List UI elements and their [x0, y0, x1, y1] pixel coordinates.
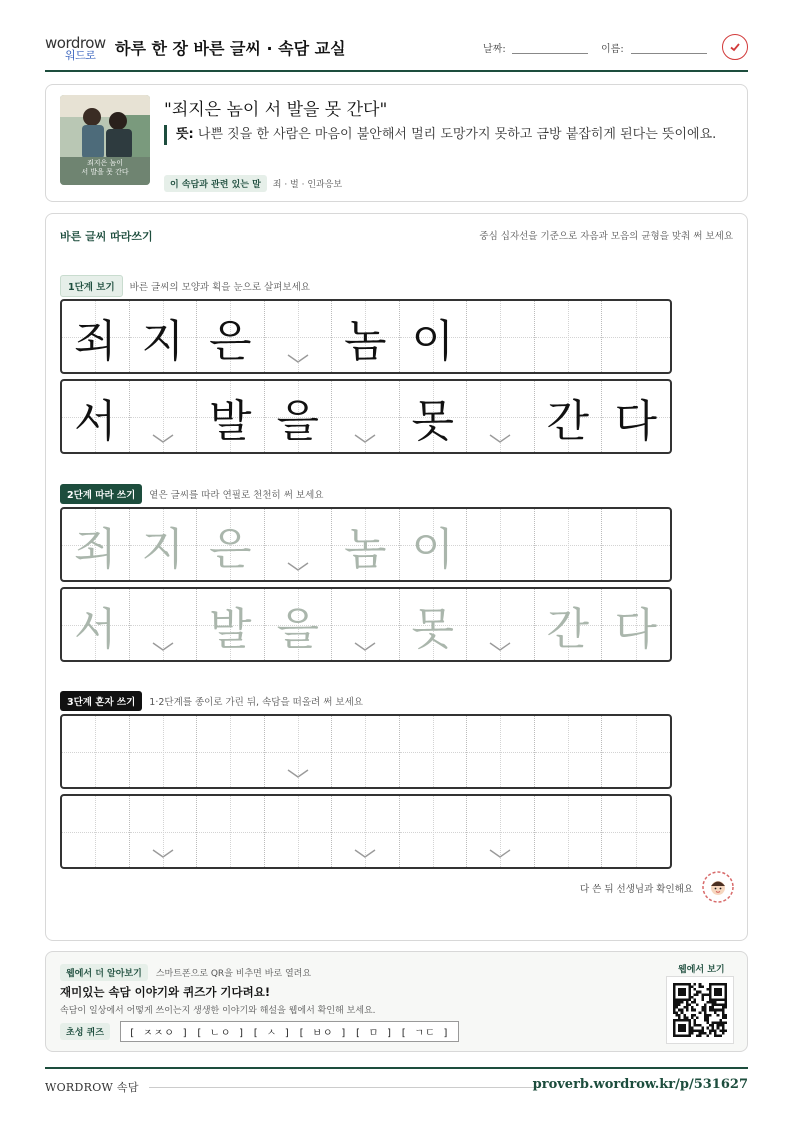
grid-cell[interactable] [467, 509, 535, 580]
page-footer [45, 1067, 748, 1107]
grid-cell[interactable] [332, 796, 400, 867]
check-stamp-icon [722, 34, 748, 60]
grid-char: 죄 [73, 523, 117, 575]
step2-badge: 2단계 따라 쓰기 [60, 484, 142, 504]
grid-cell[interactable] [400, 589, 468, 660]
grid-char: 죄 [73, 315, 117, 367]
meaning-label: 뜻: [176, 127, 194, 142]
step3-header [60, 691, 363, 711]
grid-cell [400, 301, 468, 372]
grid-cell[interactable] [400, 509, 468, 580]
done-note: 다 쓴 뒤 선생님과 확인해요 [579, 884, 693, 895]
grid-cell[interactable] [130, 509, 198, 580]
grid-cell[interactable] [467, 589, 535, 660]
space-mark-icon [287, 354, 309, 364]
space-mark-icon [489, 434, 511, 444]
step1-header [60, 275, 310, 297]
grid-cell [332, 381, 400, 452]
quiz-row [60, 1021, 459, 1042]
grid-cell[interactable] [400, 796, 468, 867]
grid-cell [602, 301, 670, 372]
wordrow-logo [45, 34, 106, 62]
grid-cell[interactable] [265, 716, 333, 787]
web-badge-desc: 스마트폰으로 QR을 비추면 바로 열려요 [155, 969, 312, 979]
step2-desc: 옅은 글씨를 따라 연필로 천천히 써 보세요 [149, 490, 324, 501]
grid-cell [467, 381, 535, 452]
grid-cell[interactable] [602, 589, 670, 660]
grid-cell[interactable] [535, 589, 603, 660]
grid-char: 못 [411, 395, 454, 447]
step2-header [60, 484, 323, 504]
grid-cell[interactable] [265, 796, 333, 867]
space-mark-icon [287, 769, 309, 779]
footer-divider [149, 1087, 539, 1088]
grid-cell[interactable] [62, 509, 130, 580]
grid-cell[interactable] [332, 716, 400, 787]
step2-row-1[interactable] [60, 507, 672, 582]
quiz-label: 초성 퀴즈 [60, 1023, 110, 1040]
grid-cell [265, 301, 333, 372]
name-label: 이름: [601, 44, 624, 55]
grid-char: 은 [208, 523, 252, 575]
grid-char: 놈 [343, 315, 387, 367]
footer-brand: WORDROW 속담 [45, 1081, 139, 1094]
space-mark-icon [152, 642, 174, 652]
grid-cell [130, 381, 198, 452]
step1-badge: 1단계 보기 [60, 275, 123, 297]
web-line [60, 964, 311, 981]
grid-cell [265, 381, 333, 452]
grid-cell[interactable] [197, 716, 265, 787]
qr-label: 웹에서 보기 [678, 965, 725, 975]
grid-cell[interactable] [467, 716, 535, 787]
grid-char: 발 [208, 395, 252, 447]
step3-desc: 1·2단계를 종이로 가린 뒤, 속담을 떠올려 써 보세요 [149, 697, 363, 708]
grid-char: 발 [208, 603, 252, 655]
grid-cell [535, 381, 603, 452]
grid-char: 이 [411, 315, 454, 367]
grid-cell [602, 381, 670, 452]
grid-char: 을 [276, 603, 319, 655]
grid-cell[interactable] [400, 716, 468, 787]
related-words: 죄 · 벌 · 인과응보 [272, 180, 343, 190]
date-label: 날짜: [483, 44, 506, 55]
practice-section [45, 213, 748, 941]
step1-row-2 [60, 379, 672, 454]
grid-char: 지 [141, 523, 184, 575]
page-title: 하루 한 장 바른 글씨 · 속담 교실 [115, 39, 346, 58]
proverb-card [45, 84, 748, 202]
grid-char: 을 [276, 395, 319, 447]
grid-cell [62, 301, 130, 372]
logo-kr: 워드로 [65, 49, 96, 62]
space-mark-icon [489, 849, 511, 859]
space-mark-icon [489, 642, 511, 652]
footer-url[interactable]: proverb.wordrow.kr/p/531627 [532, 1077, 748, 1092]
grid-cell[interactable] [467, 796, 535, 867]
grid-cell [130, 301, 198, 372]
thumb-caption: 죄지은 놈이 서 발을 못 간다 [81, 159, 129, 176]
web-sub: 속담이 일상에서 어떻게 쓰이는지 생생한 이야기와 해설을 웹에서 확인해 보세요. [60, 1006, 376, 1016]
grid-cell[interactable] [602, 796, 670, 867]
grid-char: 서 [73, 395, 117, 447]
grid-cell [467, 301, 535, 372]
practice-title: 바른 글씨 따라쓰기 [60, 230, 153, 243]
space-mark-icon [152, 434, 174, 444]
logo-en: wordrow [45, 34, 106, 52]
grid-char: 간 [546, 603, 589, 655]
grid-cell[interactable] [130, 589, 198, 660]
grid-cell[interactable] [130, 796, 198, 867]
page-header [45, 28, 748, 72]
grid-cell [332, 301, 400, 372]
grid-cell[interactable] [535, 509, 603, 580]
grid-cell[interactable] [332, 509, 400, 580]
grid-cell[interactable] [197, 796, 265, 867]
grid-cell[interactable] [602, 716, 670, 787]
grid-cell[interactable] [197, 589, 265, 660]
grid-char: 은 [208, 315, 252, 367]
grid-char: 다 [614, 603, 657, 655]
practice-note: 중심 십자선을 기준으로 자음과 모음의 균형을 맞춰 써 보세요 [479, 231, 733, 242]
web-headline: 재미있는 속담 이야기와 퀴즈가 기다려요! [60, 985, 271, 999]
related-words-row [164, 175, 342, 192]
grid-cell[interactable] [62, 716, 130, 787]
grid-cell[interactable] [62, 796, 130, 867]
web-badge: 웹에서 더 알아보기 [60, 964, 148, 981]
grid-cell [197, 381, 265, 452]
date-field[interactable] [512, 53, 588, 54]
meaning-text: 나쁜 짓을 한 사람은 마음이 불안해서 멀리 도망가지 못하고 금방 붙잡히게 된다는 뜻이에요. [197, 127, 717, 142]
grid-cell [400, 381, 468, 452]
space-mark-icon [354, 849, 376, 859]
grid-cell[interactable] [602, 509, 670, 580]
meaning [164, 125, 724, 145]
grid-char: 간 [546, 395, 589, 447]
grid-cell[interactable] [197, 509, 265, 580]
grid-cell[interactable] [265, 509, 333, 580]
qr-code-icon[interactable] [666, 976, 734, 1044]
grid-char: 지 [141, 315, 184, 367]
step3-row-1[interactable] [60, 714, 672, 789]
proverb-text: "죄지은 놈이 서 발을 못 간다" [164, 100, 388, 120]
grid-cell [62, 381, 130, 452]
grid-cell[interactable] [62, 589, 130, 660]
grid-char: 놈 [343, 523, 387, 575]
grid-cell[interactable] [332, 589, 400, 660]
teacher-stamp-icon [701, 870, 735, 904]
name-field[interactable] [631, 53, 707, 54]
space-mark-icon [152, 849, 174, 859]
step2-row-2[interactable] [60, 587, 672, 662]
grid-cell[interactable] [130, 716, 198, 787]
space-mark-icon [287, 562, 309, 572]
quiz-box: [ ㅈㅈㅇ ] [ ㄴㅇ ] [ ㅅ ] [ ㅂㅇ ] [ ㅁ ] [ ㄱㄷ ] [120, 1021, 459, 1042]
grid-cell [535, 301, 603, 372]
space-mark-icon [354, 434, 376, 444]
grid-char: 다 [614, 395, 657, 447]
grid-cell[interactable] [265, 589, 333, 660]
step1-desc: 바른 글씨의 모양과 획을 눈으로 살펴보세요 [129, 282, 310, 293]
grid-char: 못 [411, 603, 454, 655]
grid-cell[interactable] [535, 716, 603, 787]
grid-char: 서 [73, 603, 117, 655]
web-card [45, 951, 748, 1052]
grid-cell [197, 301, 265, 372]
related-label: 이 속담과 관련 있는 말 [164, 175, 267, 192]
space-mark-icon [354, 642, 376, 652]
grid-cell[interactable] [535, 796, 603, 867]
step1-row-1 [60, 299, 672, 374]
step3-row-2[interactable] [60, 794, 672, 869]
step3-badge: 3단계 혼자 쓰기 [60, 691, 142, 711]
grid-char: 이 [411, 523, 454, 575]
proverb-illustration [60, 95, 150, 185]
